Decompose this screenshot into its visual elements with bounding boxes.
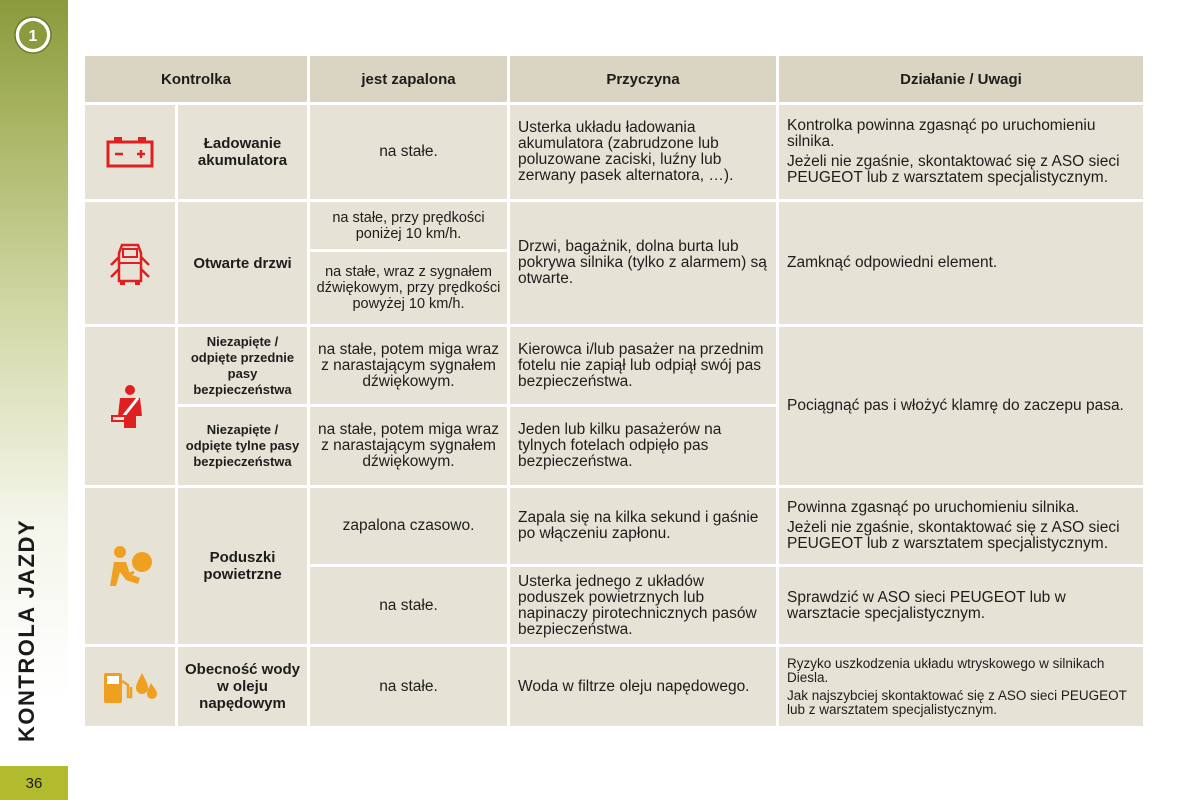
header-action: Działanie / Uwagi — [779, 56, 1143, 102]
water-cause: Woda w filtrze oleju napędowego. — [510, 647, 776, 726]
seatbelt-action-text: Pociągnąć pas i włożyć klamrę do zaczepu pasa. — [787, 397, 1124, 414]
doors-state-low-speed: na stałe, przy prędkości poniżej 10 km/h. — [310, 202, 507, 249]
airbags-name: Poduszki powietrzne — [178, 488, 307, 644]
battery-name: Ładowanie akumulatora — [178, 105, 307, 199]
airbags-state-permanent: na stałe. — [310, 567, 507, 644]
chapter-number-badge — [13, 15, 53, 55]
battery-icon — [106, 135, 154, 169]
doors-cause: Drzwi, bagażnik, dolna burta lub pokrywa silnika (tylko z alarmem) są otwarte. — [510, 202, 776, 324]
airbags-action-fault — [779, 567, 1143, 644]
airbag-icon-cell — [85, 488, 175, 644]
battery-icon-cell — [85, 105, 175, 199]
front-seatbelt-cause: Kierowca i/lub pasażer na przednim fotelu nie zapiął lub odpiął swój pas bezpieczeństwa. — [510, 327, 776, 404]
seatbelt-icon — [108, 382, 152, 430]
water-name: Obecność wody w oleju napędowym — [178, 647, 307, 726]
airbag-icon — [106, 542, 154, 590]
doors-name: Otwarte drzwi — [178, 202, 307, 324]
battery-action — [779, 105, 1143, 199]
doors-action — [779, 202, 1143, 324]
header-cause: Przyczyna — [510, 56, 776, 102]
front-seatbelt-state: na stałe, potem miga wraz z narastającym sygnałem dźwiękowym. — [310, 327, 507, 404]
door-icon-cell — [85, 202, 175, 324]
airbags-action-line: Powinna zgasnąć po uruchomieniu silnika. — [787, 499, 1080, 516]
water-state: na stałe. — [310, 647, 507, 726]
airbags-state-temporary: zapalona czasowo. — [310, 488, 507, 564]
header-state: jest zapalona — [310, 56, 507, 102]
battery-cause: Usterka układu ładowania akumulatora (zabrudzone lub poluzowane zaciski, luźny lub zerwany pasek alternatora, …). — [510, 105, 776, 199]
front-seatbelt-name: Niezapięte / odpięte przednie pasy bezpieczeństwa — [178, 327, 307, 404]
rear-seatbelt-name: Niezapięte / odpięte tylne pasy bezpieczeństwa — [178, 407, 307, 485]
water-action — [779, 647, 1143, 726]
battery-action-line: Jeżeli nie zgaśnie, skontaktować się z ASO sieci PEUGEOT lub z warsztatem specjalistycznym. — [787, 153, 1120, 186]
chapter-sidebar — [0, 0, 68, 800]
water-icon-cell — [85, 647, 175, 726]
airbags-cause-startup: Zapala się na kilka sekund i gaśnie po włączeniu zapłonu. — [510, 488, 776, 564]
airbags-action-line: Jeżeli nie zgaśnie, skontaktować się z ASO sieci PEUGEOT lub z warsztatem specjalistycznym. — [787, 519, 1120, 552]
rear-seatbelt-state: na stałe, potem miga wraz z narastającym sygnałem dźwiękowym. — [310, 407, 507, 485]
water-action-line: Jak najszybciej skontaktować się z ASO sieci PEUGEOT lub z warsztatem specjalistycznym. — [787, 687, 1127, 717]
seatbelt-icon-cell — [85, 327, 175, 485]
rear-seatbelt-cause: Jeden lub kilku pasażerów na tylnych fotelach odpięło pas bezpieczeństwa. — [510, 407, 776, 485]
chapter-number: 1 — [28, 28, 38, 45]
seatbelt-action — [779, 327, 1143, 485]
header-kontrolka: Kontrolka — [85, 56, 307, 102]
page-number: 36 — [0, 766, 68, 800]
doors-state-high-speed: na stałe, wraz z sygnałem dźwiękowym, przy prędkości powyżej 10 km/h. — [310, 252, 507, 324]
water-action-line: Ryzyko uszkodzenia układu wtryskowego w silnikach Diesla. — [787, 655, 1105, 685]
chapter-title: KONTROLA JAZDY — [14, 518, 39, 742]
airbags-action-startup — [779, 488, 1143, 564]
doors-action-text: Zamknąć odpowiedni element. — [787, 254, 998, 271]
airbags-cause-fault: Usterka jednego z układów poduszek powietrznych lub napinaczy pirotechnicznych pasów bezpieczeństwa. — [510, 567, 776, 644]
battery-state: na stałe. — [310, 105, 507, 199]
warning-lights-table — [85, 56, 1143, 726]
airbags-action-check: Sprawdzić w ASO sieci PEUGEOT lub w warsztacie specjalistycznym. — [787, 588, 1066, 622]
battery-action-line: Kontrolka powinna zgasnąć po uruchomieniu silnika. — [787, 117, 1096, 150]
water-in-fuel-icon — [100, 667, 160, 707]
open-door-icon — [108, 239, 152, 287]
